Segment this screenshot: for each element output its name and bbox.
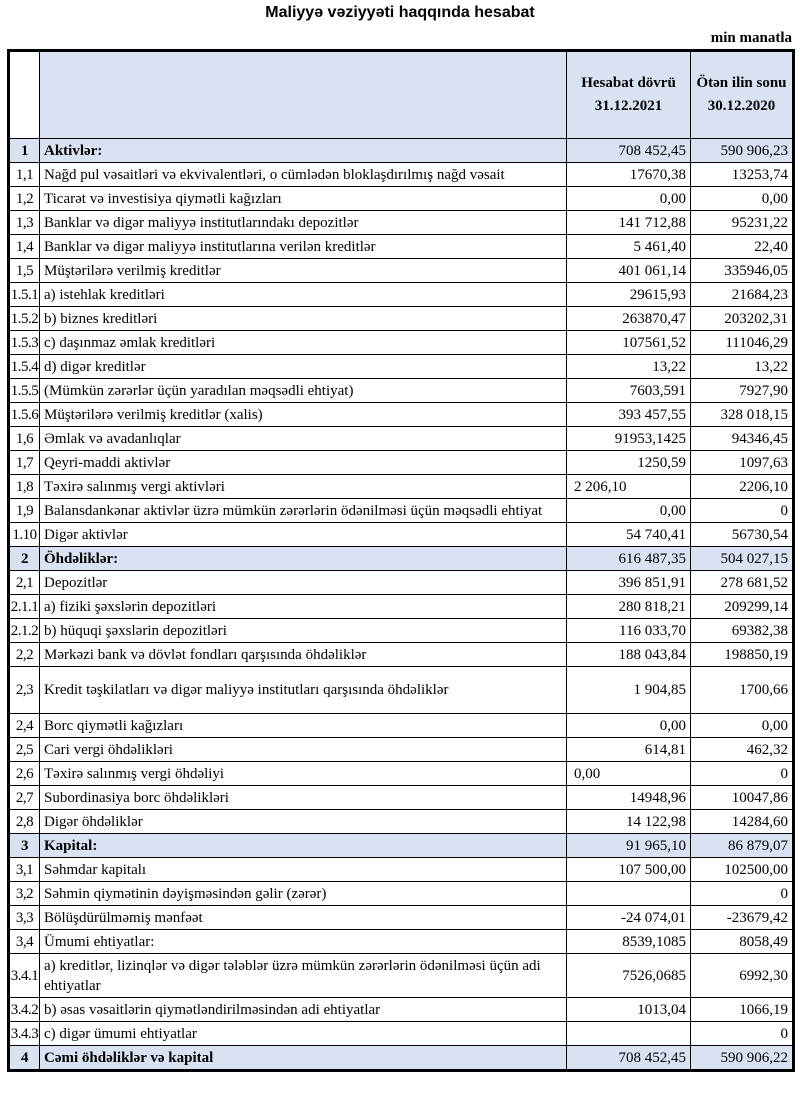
value-current-period: 17670,38 (567, 163, 691, 187)
header-num-cell (9, 51, 40, 139)
row-label: Qeyri-maddi aktivlər (40, 451, 567, 475)
value-current-period: 0,00 (567, 499, 691, 523)
table-row (9, 163, 794, 187)
value-current-period: 54 740,41 (567, 523, 691, 547)
row-label: a) fiziki şəxslərin depozitləri (40, 595, 567, 619)
value-previous-period: 8058,49 (691, 930, 794, 954)
row-number: 3,2 (9, 882, 40, 906)
row-label: Müştərilərə verilmiş kreditlər (xalis) (40, 403, 567, 427)
table-row (9, 906, 794, 930)
value-previous-period: 10047,86 (691, 786, 794, 810)
row-label: Təxirə salınmış vergi öhdəliyi (40, 762, 567, 786)
value-previous-period: 1066,19 (691, 998, 794, 1022)
row-label: Mərkəzi bank və dövlət fondları qarşısında öhdəliklər (40, 643, 567, 667)
value-previous-period: 13,22 (691, 355, 794, 379)
table-row (9, 331, 794, 355)
table-row (9, 714, 794, 738)
value-previous-period: 2206,10 (691, 475, 794, 499)
value-previous-period: 328 018,15 (691, 403, 794, 427)
row-label: Səhmin qiymətinin dəyişməsindən gəlir (zərər) (40, 882, 567, 906)
value-previous-period: 1700,66 (691, 667, 794, 714)
header-current-label: Hesabat dövrü (581, 75, 676, 91)
table-row (9, 643, 794, 667)
table-row (9, 954, 794, 998)
row-label: b) biznes kreditləri (40, 307, 567, 331)
row-label: Təxirə salınmış vergi aktivləri (40, 475, 567, 499)
row-label: (Mümkün zərərlər üçün yaradılan məqsədli ehtiyat) (40, 379, 567, 403)
value-current-period: 401 061,14 (567, 259, 691, 283)
row-number: 1,8 (9, 475, 40, 499)
value-previous-period: 203202,31 (691, 307, 794, 331)
row-number: 3,1 (9, 858, 40, 882)
table-row (9, 307, 794, 331)
value-previous-period: 0,00 (691, 187, 794, 211)
row-number: 3.4.2 (9, 998, 40, 1022)
value-previous-period: 335946,05 (691, 259, 794, 283)
value-previous-period: 22,40 (691, 235, 794, 259)
table-row (9, 379, 794, 403)
row-label: b) hüquqi şəxslərin depozitləri (40, 619, 567, 643)
row-number: 1,3 (9, 211, 40, 235)
value-current-period: 280 818,21 (567, 595, 691, 619)
row-number: 3 (9, 834, 40, 858)
value-current-period: 91 965,10 (567, 834, 691, 858)
value-current-period: 107561,52 (567, 331, 691, 355)
row-number: 1.5.1 (9, 283, 40, 307)
row-number: 2,7 (9, 786, 40, 810)
value-previous-period: -23679,42 (691, 906, 794, 930)
row-label: a) istehlak kreditləri (40, 283, 567, 307)
value-current-period: 141 712,88 (567, 211, 691, 235)
value-previous-period: 94346,45 (691, 427, 794, 451)
row-label: Kapital: (40, 834, 567, 858)
table-row (9, 595, 794, 619)
row-number: 1,6 (9, 427, 40, 451)
unit-note: min manatla (710, 30, 792, 46)
row-label: c) daşınmaz əmlak kreditləri (40, 331, 567, 355)
row-number: 1 (9, 139, 40, 163)
value-current-period: 0,00 (567, 714, 691, 738)
row-number: 1,7 (9, 451, 40, 475)
row-label: Öhdəliklər: (40, 547, 567, 571)
value-current-period: 1 904,85 (567, 667, 691, 714)
value-current-period: 29615,93 (567, 283, 691, 307)
value-current-period: 2 206,10 (567, 475, 691, 499)
value-previous-period: 102500,00 (691, 858, 794, 882)
header-current-date: 31.12.2021 (594, 98, 663, 114)
row-label: Digər aktivlər (40, 523, 567, 547)
value-previous-period: 1097,63 (691, 451, 794, 475)
row-number: 1,4 (9, 235, 40, 259)
table-row (9, 211, 794, 235)
value-previous-period: 462,32 (691, 738, 794, 762)
table-row (9, 403, 794, 427)
value-current-period (567, 882, 691, 906)
row-label: Ümumi ehtiyatlar: (40, 930, 567, 954)
row-label: Banklar və digər maliyyə institutlarındakı depozitlər (40, 211, 567, 235)
value-current-period: 0,00 (567, 762, 691, 786)
row-label: Balansdankənar aktivlər üzrə mümkün zərərlərin ödənilməsi üçün məqsədli ehtiyat (40, 499, 567, 523)
row-number: 3,3 (9, 906, 40, 930)
value-previous-period: 21684,23 (691, 283, 794, 307)
row-number: 1.10 (9, 523, 40, 547)
value-current-period: 263870,47 (567, 307, 691, 331)
value-previous-period: 0 (691, 1022, 794, 1046)
row-label: Əmlak və avadanlıqlar (40, 427, 567, 451)
row-number: 3.4.1 (9, 954, 40, 998)
row-number: 1,2 (9, 187, 40, 211)
row-label: Nağd pul vəsaitləri və ekvivalentləri, o cümlədən bloklaşdırılmış nağd vəsait (40, 163, 567, 187)
header-label-cell (40, 51, 567, 139)
row-number: 2,2 (9, 643, 40, 667)
row-number: 1,9 (9, 499, 40, 523)
table-row (9, 451, 794, 475)
row-number: 2,4 (9, 714, 40, 738)
row-label: Subordinasiya borc öhdəlikləri (40, 786, 567, 810)
row-number: 1.5.3 (9, 331, 40, 355)
table-row (9, 834, 794, 858)
value-current-period: 7603,591 (567, 379, 691, 403)
table-row (9, 786, 794, 810)
value-current-period: 13,22 (567, 355, 691, 379)
value-current-period: 1013,04 (567, 998, 691, 1022)
value-previous-period: 0 (691, 499, 794, 523)
table-row (9, 738, 794, 762)
header-current-period (567, 51, 691, 139)
row-label: Cari vergi öhdəlikləri (40, 738, 567, 762)
table-row (9, 810, 794, 834)
value-previous-period: 209299,14 (691, 595, 794, 619)
value-previous-period: 56730,54 (691, 523, 794, 547)
value-current-period: 616 487,35 (567, 547, 691, 571)
value-previous-period: 0,00 (691, 714, 794, 738)
row-label: Borc qiymətli kağızları (40, 714, 567, 738)
balance-sheet-table (7, 49, 795, 1072)
value-previous-period: 111046,29 (691, 331, 794, 355)
value-current-period: 393 457,55 (567, 403, 691, 427)
row-number: 1.5.2 (9, 307, 40, 331)
value-previous-period: 13253,74 (691, 163, 794, 187)
table-row (9, 427, 794, 451)
row-label: Kredit təşkilatları və digər maliyyə institutları qarşısında öhdəliklər (40, 667, 567, 714)
table-row (9, 523, 794, 547)
header-row (9, 51, 794, 139)
table-row (9, 139, 794, 163)
row-label: Bölüşdürülməmiş mənfəət (40, 906, 567, 930)
table-row (9, 571, 794, 595)
row-number: 2,5 (9, 738, 40, 762)
row-label: Banklar və digər maliyyə institutlarına verilən kreditlər (40, 235, 567, 259)
row-number: 1.5.4 (9, 355, 40, 379)
row-number: 4 (9, 1046, 40, 1071)
row-label: b) əsas vəsaitlərin qiymətləndirilməsindən adi ehtiyatlar (40, 998, 567, 1022)
row-label: c) digər ümumi ehtiyatlar (40, 1022, 567, 1046)
value-previous-period: 590 906,23 (691, 139, 794, 163)
value-current-period: 0,00 (567, 187, 691, 211)
table-row (9, 667, 794, 714)
value-current-period: 107 500,00 (567, 858, 691, 882)
row-label: Ticarət və investisiya qiymətli kağızları (40, 187, 567, 211)
table-row (9, 762, 794, 786)
value-current-period: 396 851,91 (567, 571, 691, 595)
row-number: 3.4.3 (9, 1022, 40, 1046)
value-previous-period: 86 879,07 (691, 834, 794, 858)
row-number: 1.5.5 (9, 379, 40, 403)
row-number: 1,1 (9, 163, 40, 187)
header-previous-date: 30.12.2020 (707, 98, 776, 114)
row-number: 1,5 (9, 259, 40, 283)
value-current-period: 188 043,84 (567, 643, 691, 667)
row-label: Müştərilərə verilmiş kreditlər (40, 259, 567, 283)
value-previous-period: 590 906,22 (691, 1046, 794, 1071)
table-row (9, 475, 794, 499)
row-label: Aktivlər: (40, 139, 567, 163)
row-number: 2.1.1 (9, 595, 40, 619)
table-row (9, 858, 794, 882)
table-row (9, 998, 794, 1022)
row-number: 2,8 (9, 810, 40, 834)
table-row (9, 283, 794, 307)
table-row (9, 355, 794, 379)
row-number: 2,3 (9, 667, 40, 714)
row-label: a) kreditlər, lizinqlər və digər tələblər üzrə mümkün zərərlərin ödənilməsi üçün adi ehtiyatlar (40, 954, 567, 998)
value-current-period: 708 452,45 (567, 1046, 691, 1071)
row-number: 2.1.2 (9, 619, 40, 643)
table-row (9, 187, 794, 211)
value-current-period: 7526,0685 (567, 954, 691, 998)
value-current-period: 1250,59 (567, 451, 691, 475)
value-current-period: 91953,1425 (567, 427, 691, 451)
table-row (9, 1046, 794, 1071)
value-current-period: 14 122,98 (567, 810, 691, 834)
value-previous-period: 278 681,52 (691, 571, 794, 595)
table-row (9, 259, 794, 283)
row-number: 1.5.6 (9, 403, 40, 427)
value-previous-period: 0 (691, 882, 794, 906)
value-current-period: 116 033,70 (567, 619, 691, 643)
value-previous-period: 14284,60 (691, 810, 794, 834)
value-current-period: 614,81 (567, 738, 691, 762)
table-row (9, 547, 794, 571)
value-current-period: 708 452,45 (567, 139, 691, 163)
table-row (9, 235, 794, 259)
row-label: d) digər kreditlər (40, 355, 567, 379)
value-current-period: 14948,96 (567, 786, 691, 810)
row-label: Səhmdar kapitalı (40, 858, 567, 882)
table-row (9, 499, 794, 523)
table-row (9, 1022, 794, 1046)
row-label: Cəmi öhdəliklər və kapital (40, 1046, 567, 1071)
value-previous-period: 69382,38 (691, 619, 794, 643)
value-current-period: -24 074,01 (567, 906, 691, 930)
row-number: 2 (9, 547, 40, 571)
value-current-period (567, 1022, 691, 1046)
row-number: 2,6 (9, 762, 40, 786)
table-row (9, 930, 794, 954)
page-title: Maliyyə vəziyyəti haqqında hesabat (265, 4, 535, 21)
table-row (9, 882, 794, 906)
value-previous-period: 6992,30 (691, 954, 794, 998)
value-previous-period: 504 027,15 (691, 547, 794, 571)
header-previous-label: Ötən ilin sonu (696, 75, 787, 91)
row-label: Digər öhdəliklər (40, 810, 567, 834)
value-current-period: 8539,1085 (567, 930, 691, 954)
table-row (9, 619, 794, 643)
value-current-period: 5 461,40 (567, 235, 691, 259)
header-previous-period (691, 51, 794, 139)
value-previous-period: 0 (691, 762, 794, 786)
row-number: 3,4 (9, 930, 40, 954)
row-number: 2,1 (9, 571, 40, 595)
value-previous-period: 7927,90 (691, 379, 794, 403)
value-previous-period: 198850,19 (691, 643, 794, 667)
balance-table-body (9, 139, 794, 1071)
row-label: Depozitlər (40, 571, 567, 595)
value-previous-period: 95231,22 (691, 211, 794, 235)
